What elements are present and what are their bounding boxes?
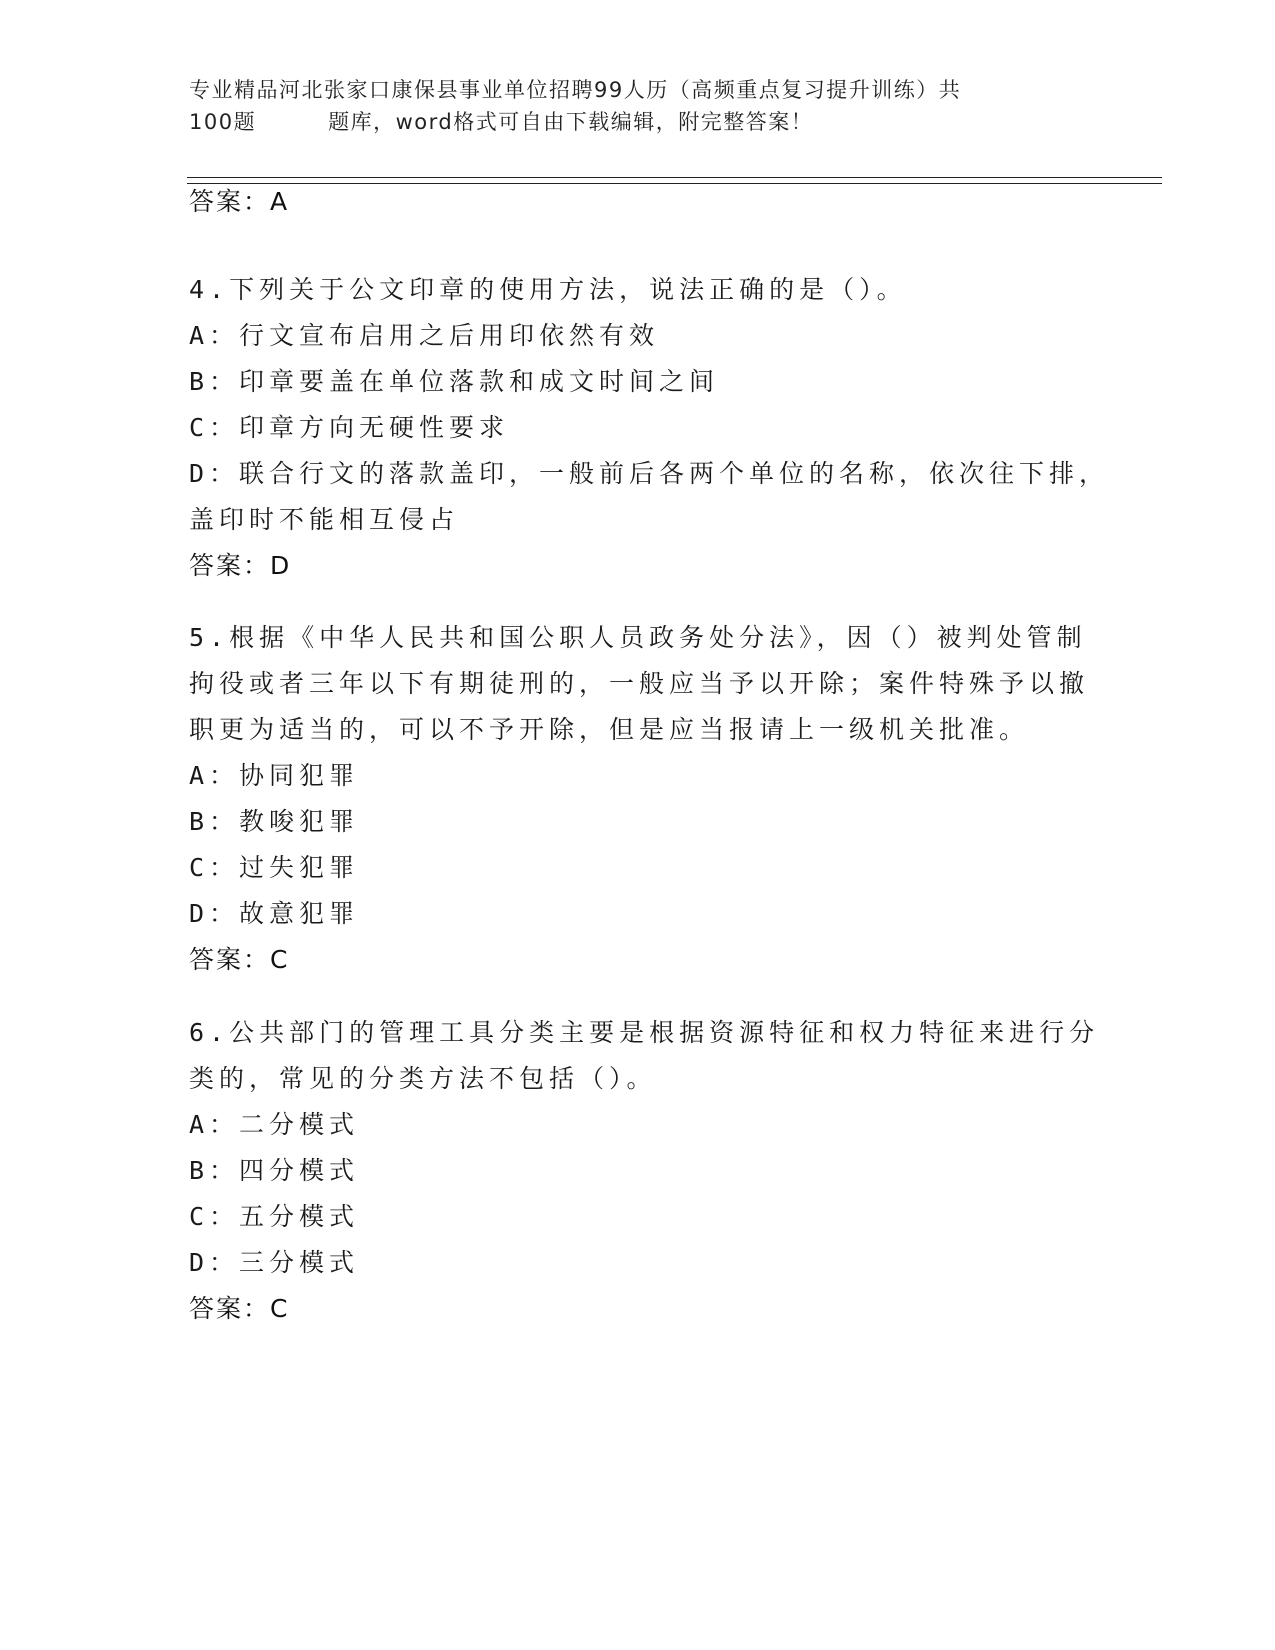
header-format-note: 题库，word格式可自由下载编辑，附完整答案！: [328, 110, 814, 134]
question-6-option-a: A：二分模式: [189, 1110, 360, 1139]
question-5: [189, 615, 1090, 983]
question-5-option-b: B：教唆犯罪: [189, 807, 360, 836]
header-title-line1: 专业精品河北张家口康保县事业单位招聘99人历（高频重点复习提升训练）共: [189, 78, 962, 102]
question-5-stem-line1: 5.根据《中华人民共和国公职人员政务处分法》，因（）被判处管制: [189, 623, 1087, 652]
question-5-option-d: D：故意犯罪: [189, 899, 360, 928]
question-5-stem-line2: 拘役或者三年以下有期徒刑的，一般应当予以开除；案件特殊予以撤: [189, 669, 1090, 698]
answer-3: 答案：A: [189, 187, 290, 216]
question-5-stem-line3: 职更为适当的，可以不予开除，但是应当报请上一级机关批准。: [189, 715, 1030, 744]
document-header: [189, 74, 1069, 138]
question-6: [189, 1010, 1100, 1332]
question-4-option-a: A：行文宣布启用之后用印依然有效: [189, 321, 660, 350]
question-4-option-d-cont: 盖印时不能相互侵占: [189, 505, 460, 534]
answer-5: 答案：C: [189, 945, 290, 974]
question-4-option-c: C：印章方向无硬性要求: [189, 413, 510, 442]
answer-4: 答案：D: [189, 551, 292, 580]
question-4-option-d: D：联合行文的落款盖印，一般前后各两个单位的名称，依次往下排，: [189, 459, 1110, 488]
question-4-option-b: B：印章要盖在单位落款和成文时间之间: [189, 367, 720, 396]
question-6-stem-line1: 6.公共部门的管理工具分类主要是根据资源特征和权力特征来进行分: [189, 1018, 1100, 1047]
answer-6: 答案：C: [189, 1294, 290, 1323]
question-6-option-c: C：五分模式: [189, 1202, 360, 1231]
question-5-option-a: A：协同犯罪: [189, 761, 360, 790]
header-question-count: 100题: [189, 110, 257, 134]
previous-answer-block: [189, 179, 1069, 225]
question-6-stem-line2: 类的，常见的分类方法不包括（）。: [189, 1064, 657, 1093]
question-6-option-b: B：四分模式: [189, 1156, 360, 1185]
question-6-option-d: D：三分模式: [189, 1248, 360, 1277]
question-5-option-c: C：过失犯罪: [189, 853, 360, 882]
header-title-line2: [189, 106, 1069, 138]
question-4-stem: 4.下列关于公文印章的使用方法，说法正确的是（）。: [189, 275, 907, 304]
question-4: [189, 267, 1110, 589]
header-divider-top: [187, 177, 1162, 178]
